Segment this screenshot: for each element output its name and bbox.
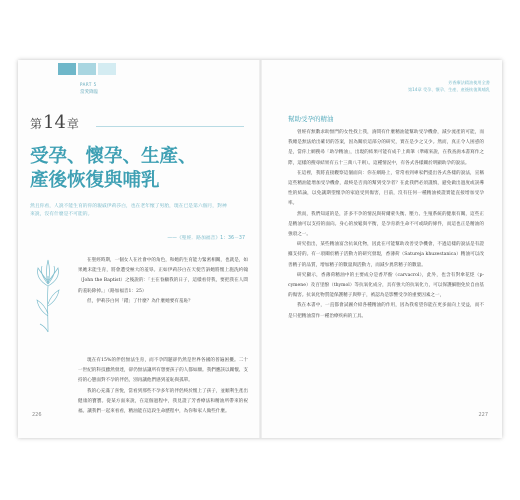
paragraph: 我的心充滿了喜悅，當看到那些不孕多年的伴侶終於懷上了孩子，並順利生產出健康的寶寶。從某方面來說，在這個過程中，我見證了芳香療法和精油所帶來的祝福。讓我們一起來看看，精油能在這段生命歷程中，為你和家人做些什麼。 xyxy=(78,388,248,415)
right-page xyxy=(262,60,502,438)
left-body-text xyxy=(78,356,248,417)
part-color-block xyxy=(98,63,116,75)
book-spread xyxy=(18,60,502,438)
page-number: 227 xyxy=(478,412,488,418)
lily-illustration-icon xyxy=(28,256,68,334)
epigraph: 然且你看，人說不能生育的你的親戚伊莉莎白，也在老年懷了男胎，現在已是第六個月，對神來說，沒有什麼是不可能的。 xyxy=(30,204,227,217)
paragraph: 研究指出，某些精油富含抗氧化物，因此在可能幫助改善受孕機會，不過這樣的說法是有證據支持的。有一項關於精子活動力的研究發現，香薄荷（Satureja khuzestanica）精油可以改善精子的品質，增加精子的數量與活動力，而減少異常精子的數量。 xyxy=(288,242,484,268)
paragraph: 我在本書中，一直都會試圖介紹各種精油的作用，因為我希望你能在更多面向上受益，而不是只把精油當作一種治療疾病的工具。 xyxy=(288,303,484,319)
chapter-number-digits: 14 xyxy=(43,112,66,133)
paragraph: 現在有15%的伴侶無法生育，而不孕問題卻仍然是世界各國的普遍困擾。二十一世紀的科技雖然發達，卻仍無法讓所有想要孩子的人都如願。我們應該以關懷、支持的心態面對不孕的伴侶，別再讓他們感到羞恥與孤單。 xyxy=(78,358,248,384)
part-label: PART 5 xyxy=(80,82,97,87)
paragraph: 但，伊莉莎白何「錯」了什麼？為什麼她要有羞恥？ xyxy=(87,298,193,304)
paragraph: 在聖經時期，一個女人在社會中的角色，和她的生育能力緊密相關，也就是，如果她未能生育，將會遭受極大的羞辱。正如伊莉莎白在天使告訴她將懷上施洗約翰（John the Baptist）之後說的：「主在眷顧我的日子，這樣看待我，要把我在人間的羞恥除掉。」（路加福音1：25） xyxy=(78,258,248,294)
page-number: 226 xyxy=(32,412,42,418)
running-head-title: 芳香療法精油使用全書 xyxy=(448,80,490,85)
epigraph-source: ——《聖經．路加福音》1：36－37 xyxy=(167,236,245,241)
chapter-prefix: 第 xyxy=(30,117,43,131)
chapter-number xyxy=(30,112,79,133)
part-title: 當愛降臨 xyxy=(80,90,98,95)
paragraph: 曾經有無數求助無門的女性找上我，詢問有什麼精油能幫助受孕機會，減少流產的可能，而我總是無法給出確切的答案，因為關於這部分的研究，實在是少之又少。然而，真正令人困惑的是，當你上網搜尋「助孕精油」，出現的結果可能有成千上萬筆（準確來說，在我查詢本書寫作之際，這樣的搜尋結果有五十三萬八千則）。這種情況中，有各式各樣關於明顯助孕的說法。 xyxy=(288,130,484,166)
chapter-rule xyxy=(96,126,244,127)
chapter-suffix: 章 xyxy=(66,117,79,131)
paragraph: 研究顯示，香薄荷精油中的主要成分是香芹酚（carvacrol），此外，也含有對傘花烴（p-cymene）及百里酚（thymol）等抗氧化成分，具有強大的抗氧化力，可以保護細胞免於自由基的傷害。抗氧化物質能保護精子與卵子，被認為是影響受孕的重要因素之一， xyxy=(288,272,484,299)
running-head-chapter: 第14章 受孕、懷孕、生產、產後恢復與哺乳 xyxy=(407,87,490,92)
part-color-block xyxy=(78,63,96,75)
paragraph: 在這裡，我將直接觀察這個面向：你在網路上，常常看到專家們提出各式各樣的說法，宣稱這些精油能增加受孕機會，最終是否真的幫到受孕者？在此我們必須謹慎，避免做出過度或誤導性的結論，以免讓期望懷孕的家庭受到傷害，目前，沒有任何一種精油被證實能直接增加受孕率。 xyxy=(288,170,484,207)
chapter-title xyxy=(30,145,197,193)
left-page xyxy=(18,60,259,438)
right-body-text xyxy=(288,128,484,322)
chapter-title-line: 產後恢復與哺乳 xyxy=(30,170,160,191)
part-color-block xyxy=(58,63,76,75)
paragraph: 然而，我們知道的是，許多不孕的情況與荷爾蒙失衡、壓力、生殖系統的健康有關，這些正是精油可以支持的面向。身心的放鬆與平衡，是孕育新生命不可或缺的條件，而這也正是精油的強項之一。 xyxy=(288,211,484,238)
section-title: 幫助受孕的精油 xyxy=(288,115,334,123)
left-body-text xyxy=(78,256,248,307)
chapter-title-line: 受孕、懷孕、生產、 xyxy=(30,146,197,167)
